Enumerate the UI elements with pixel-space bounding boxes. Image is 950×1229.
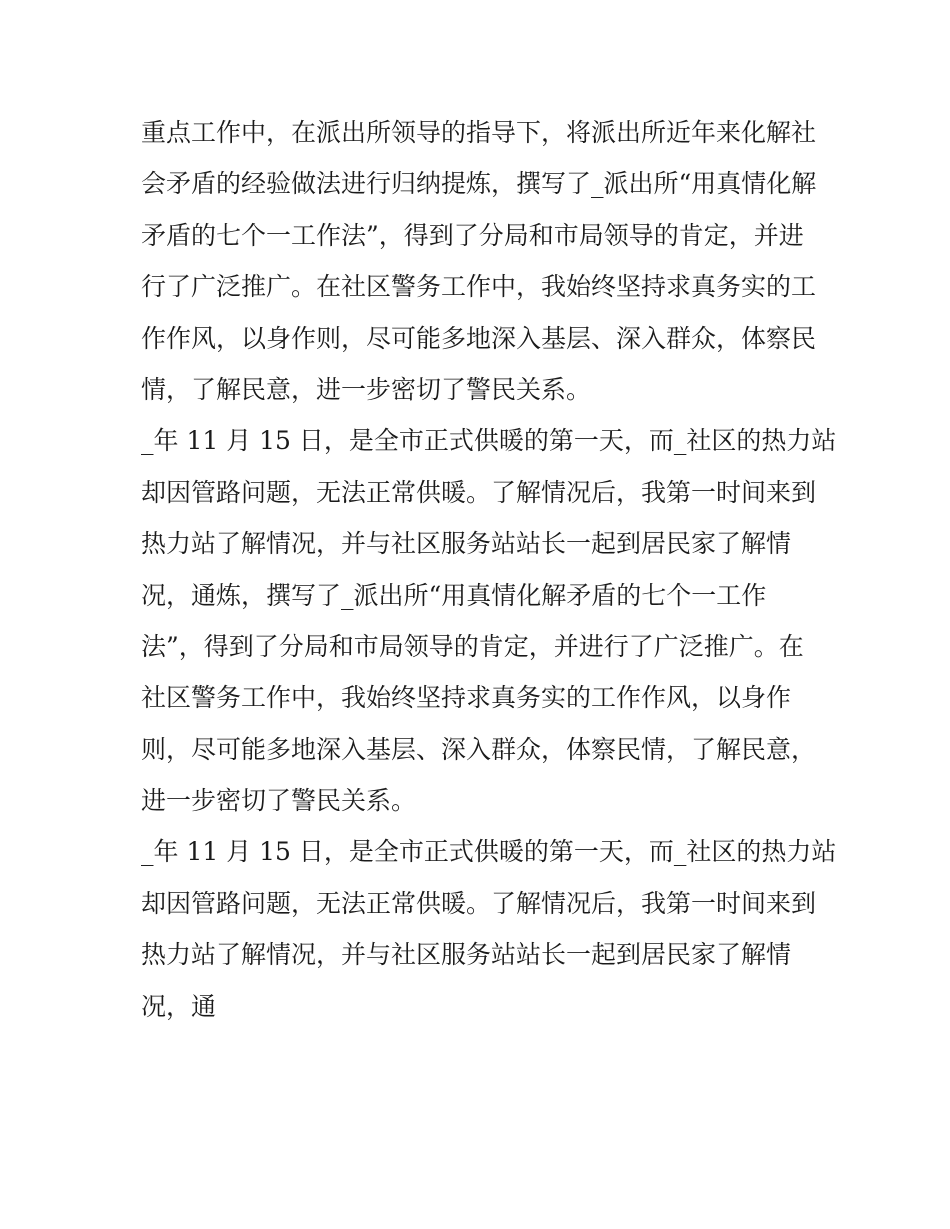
- text-line: 进一步密切了警民关系。: [141, 786, 417, 816]
- text-line: _年 11 月 15 日，是全市正式供暖的第一天，而_社区的热力站: [141, 837, 837, 867]
- text-line: 会矛盾的经验做法进行归纳提炼，撰写了_派出所“用真情化解: [141, 169, 817, 199]
- text-line: 社区警务工作中，我始终坚持求真务实的工作作风，以身作: [141, 683, 792, 713]
- text-line: 作作风，以身作则，尽可能多地深入基层、深入群众，体察民: [141, 323, 817, 353]
- text-line: 热力站了解情况，并与社区服务站站长一起到居民家了解情: [141, 529, 792, 559]
- text-line: 行了广泛推广。在社区警务工作中，我始终坚持求真务实的工: [141, 272, 817, 302]
- text-line: 却因管路问题，无法正常供暖。了解情况后，我第一时间来到: [141, 477, 817, 507]
- text-line: 矛盾的七个一工作法”，得到了分局和市局领导的肯定，并进: [141, 220, 804, 250]
- text-line: 况，通: [141, 991, 217, 1021]
- document-body: [141, 107, 837, 1032]
- text-line: _年 11 月 15 日，是全市正式供暖的第一天，而_社区的热力站: [141, 426, 837, 456]
- text-line: 却因管路问题，无法正常供暖。了解情况后，我第一时间来到: [141, 888, 817, 918]
- text-line: 法”，得到了分局和市局领导的肯定，并进行了广泛推广。在: [141, 631, 804, 661]
- text-line: 热力站了解情况，并与社区服务站站长一起到居民家了解情: [141, 940, 792, 970]
- text-line: 则，尽可能多地深入基层、深入群众，体察民情，了解民意，: [141, 734, 817, 764]
- text-line: 况，通炼，撰写了_派出所“用真情化解矛盾的七个一工作: [141, 580, 767, 610]
- text-line: 重点工作中，在派出所领导的指导下，将派出所近年来化解社: [141, 118, 817, 147]
- text-line: 情，了解民意，进一步密切了警民关系。: [141, 374, 592, 404]
